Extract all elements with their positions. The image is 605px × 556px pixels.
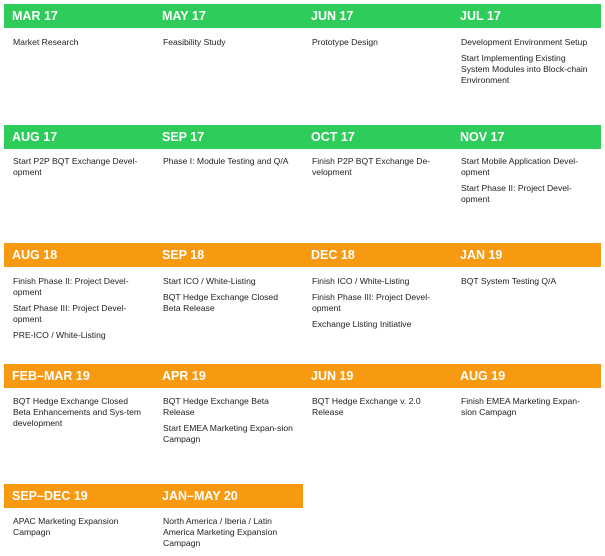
milestone-items xyxy=(13,156,147,183)
row-1-band xyxy=(4,4,601,28)
milestone-items xyxy=(312,396,446,423)
milestone-item: PRE-ICO / White-Listing xyxy=(13,330,106,340)
milestone-date: AUG 19 xyxy=(460,369,506,383)
row-3-band xyxy=(4,243,601,267)
milestone-date: OCT 17 xyxy=(311,130,355,144)
milestone-item: Start Phase III: Project Devel-opment xyxy=(13,303,127,324)
milestone-item: Start P2P BQT Exchange Devel-opment xyxy=(13,156,138,177)
milestone-items xyxy=(163,516,297,554)
milestone-date: NOV 17 xyxy=(460,130,505,144)
milestone-item: Start Mobile Application Devel-opment xyxy=(461,156,579,177)
milestone-date: FEB–MAR 19 xyxy=(12,369,90,383)
milestone-item: Prototype Design xyxy=(312,37,378,47)
milestone-item: North America / Iberia / Latin America Marketing Expansion Campagn xyxy=(163,516,278,548)
milestone-date: JAN–MAY 20 xyxy=(162,489,238,503)
milestone-items xyxy=(13,276,147,346)
milestone-item: APAC Marketing Expansion Campagn xyxy=(13,516,119,537)
row-5-band xyxy=(4,484,303,508)
milestone-items xyxy=(312,276,446,335)
milestone-item: BQT Hedge Exchange Closed Beta Enhancements and Sys-tem development xyxy=(13,396,142,428)
milestone-item: Finish EMEA Marketing Expan-sion Campagn xyxy=(461,396,580,417)
row-4-band xyxy=(4,364,601,388)
milestone-items xyxy=(461,156,589,210)
milestone-items xyxy=(461,276,589,292)
row-2-band xyxy=(4,125,601,149)
milestone-items xyxy=(13,37,147,53)
milestone-date: AUG 18 xyxy=(12,248,58,262)
milestone-item: BQT Hedge Exchange v. 2.0 Release xyxy=(312,396,421,417)
milestone-date: MAR 17 xyxy=(12,9,58,23)
milestone-item: Finish ICO / White-Listing xyxy=(312,276,410,286)
milestone-items xyxy=(13,516,147,543)
milestone-item: BQT Hedge Exchange Closed Beta Release xyxy=(163,292,278,313)
milestone-items xyxy=(163,37,297,53)
milestone-date: SEP 18 xyxy=(162,248,205,262)
milestone-items xyxy=(461,396,589,423)
milestone-item: Finish P2P BQT Exchange De-velopment xyxy=(312,156,431,177)
milestone-items xyxy=(163,276,297,319)
milestone-date: SEP 17 xyxy=(162,130,205,144)
milestone-date: JUN 17 xyxy=(311,9,354,23)
milestone-item: Start Implementing Existing System Modules into Block-chain Environment xyxy=(461,53,588,85)
milestone-items xyxy=(163,156,297,172)
milestone-items xyxy=(163,396,297,450)
milestone-item: Development Environment Setup xyxy=(461,37,588,47)
milestone-item: Finish Phase II: Project Devel-opment xyxy=(13,276,129,297)
milestone-item: Finish Phase III: Project Devel-opment xyxy=(312,292,430,313)
milestone-item: Start EMEA Marketing Expan-sion Campagn xyxy=(163,423,293,444)
milestone-items xyxy=(312,156,446,183)
milestone-item: Feasibility Study xyxy=(163,37,226,47)
milestone-item: BQT System Testing Q/A xyxy=(461,276,557,286)
milestone-date: DEC 18 xyxy=(311,248,355,262)
milestone-item: BQT Hedge Exchange Beta Release xyxy=(163,396,269,417)
milestone-date: JUL 17 xyxy=(460,9,501,23)
milestone-item: Start ICO / White-Listing xyxy=(163,276,256,286)
milestone-date: JUN 19 xyxy=(311,369,354,383)
milestone-items xyxy=(312,37,446,53)
milestone-item: Phase I: Module Testing and Q/A xyxy=(163,156,289,166)
milestone-item: Market Research xyxy=(13,37,79,47)
milestone-items xyxy=(13,396,147,434)
milestone-date: AUG 17 xyxy=(12,130,58,144)
milestone-date: SEP–DEC 19 xyxy=(12,489,88,503)
milestone-item: Exchange Listing Initiative xyxy=(312,319,412,329)
milestone-date: JAN 19 xyxy=(460,248,503,262)
milestone-date: MAY 17 xyxy=(162,9,206,23)
milestone-date: APR 19 xyxy=(162,369,206,383)
milestone-items xyxy=(461,37,589,91)
milestone-item: Start Phase II: Project Devel-opment xyxy=(461,183,572,204)
